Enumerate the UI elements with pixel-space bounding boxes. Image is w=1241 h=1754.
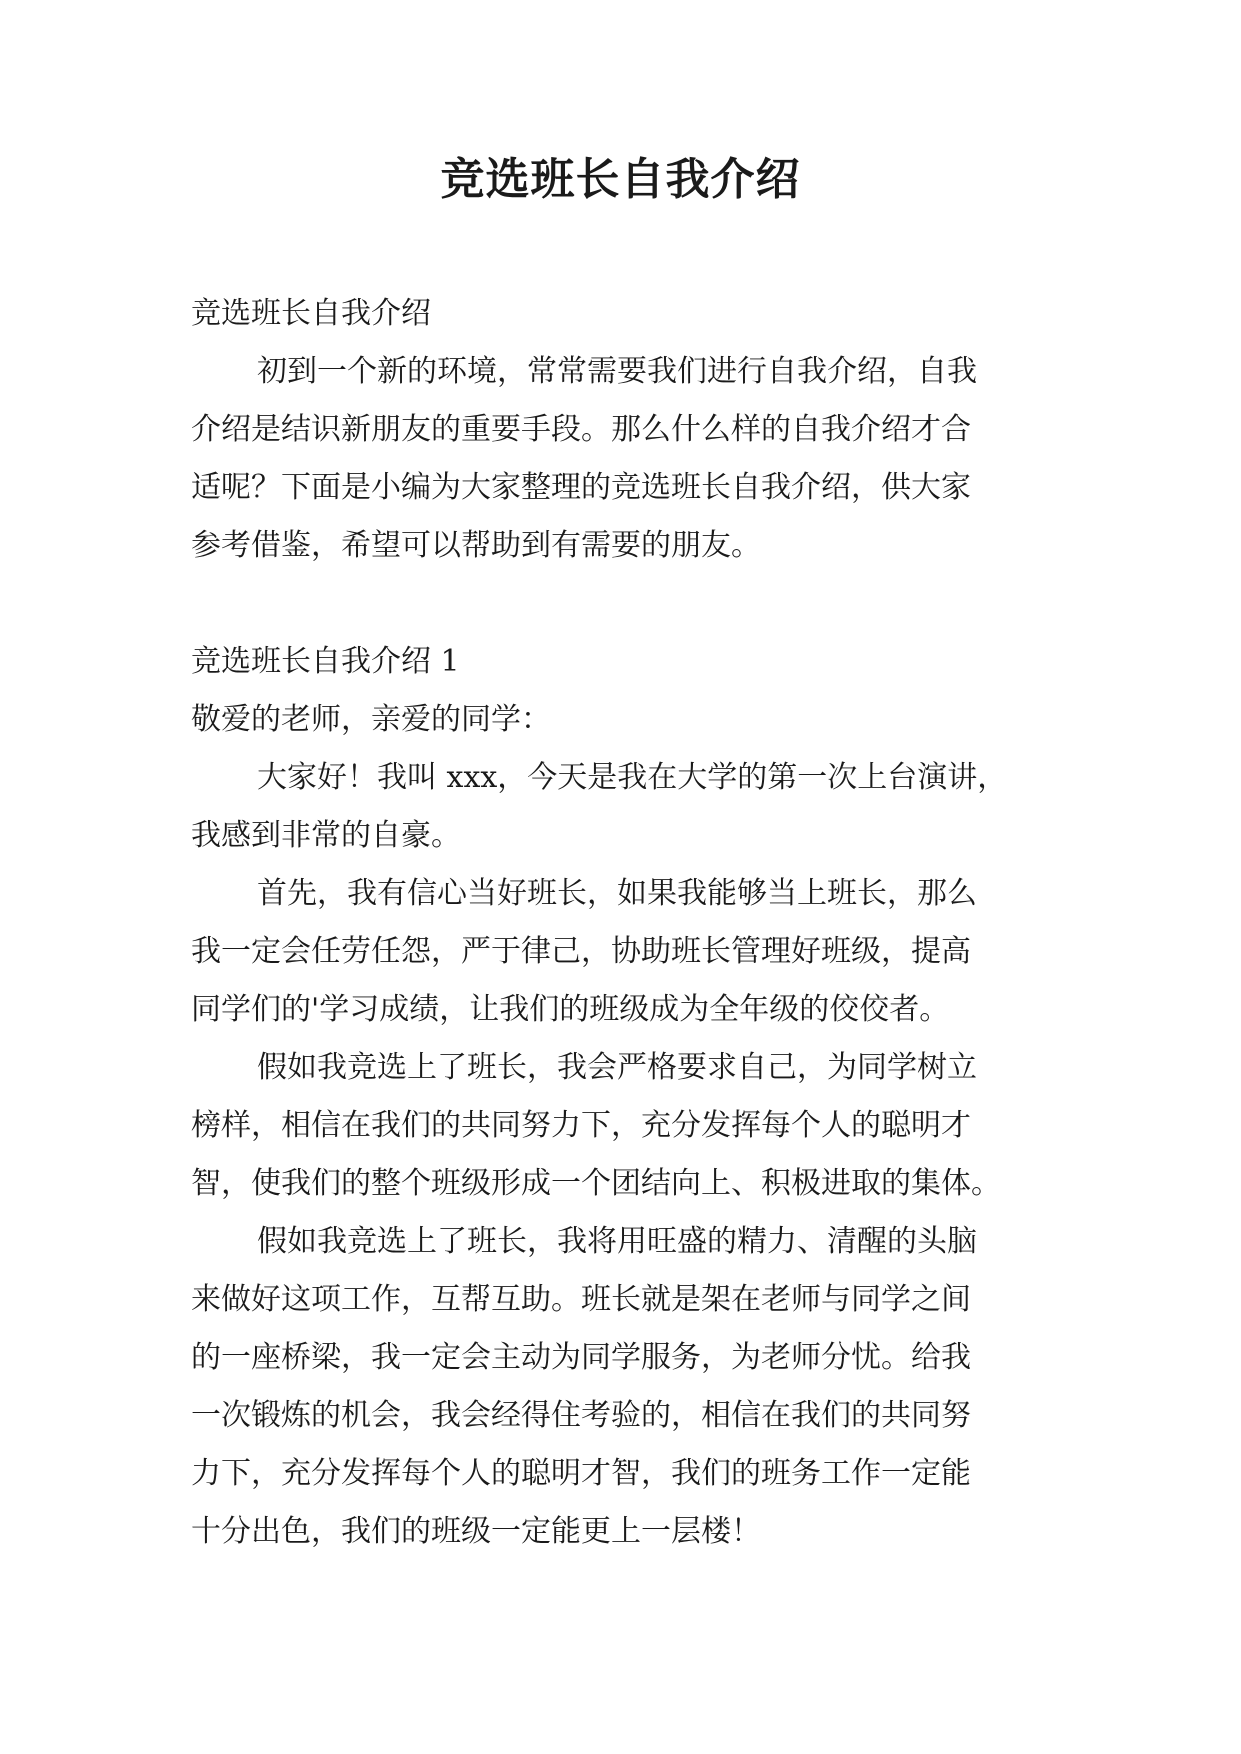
document-body	[191, 285, 1053, 1561]
document-title: 竞选班长自我介绍	[440, 154, 801, 205]
paragraph-line: 我感到非常的自豪。	[191, 818, 461, 853]
paragraph-line: 智，使我们的整个班级形成一个团结向上、积极进取的集体。	[191, 1166, 1001, 1201]
paragraph-line: 大家好！我叫 xxx，今天是我在大学的第一次上台演讲，	[257, 760, 1008, 795]
intro-line: 适呢？下面是小编为大家整理的竞选班长自我介绍，供大家	[191, 470, 971, 505]
paragraph-line: 我一定会任劳任怨，严于律己，协助班长管理好班级，提高	[191, 934, 971, 969]
paragraph-line: 一次锻炼的机会，我会经得住考验的，相信在我们的共同努	[191, 1398, 971, 1433]
paragraph-line: 榜样，相信在我们的共同努力下，充分发挥每个人的聪明才	[191, 1108, 971, 1143]
intro-line: 参考借鉴，希望可以帮助到有需要的朋友。	[191, 528, 761, 563]
intro-heading: 竞选班长自我介绍	[191, 296, 431, 331]
section-heading: 竞选班长自我介绍 1	[191, 644, 460, 679]
paragraph-line: 的一座桥梁，我一定会主动为同学服务，为老师分忧。给我	[191, 1340, 971, 1375]
paragraph-line: 假如我竞选上了班长，我将用旺盛的精力、清醒的头脑	[257, 1224, 977, 1259]
paragraph-line: 首先，我有信心当好班长，如果我能够当上班长，那么	[257, 876, 977, 911]
paragraph-line: 假如我竞选上了班长，我会严格要求自己，为同学树立	[257, 1050, 977, 1085]
salutation: 敬爱的老师，亲爱的同学：	[191, 702, 551, 737]
paragraph-line: 来做好这项工作，互帮互助。班长就是架在老师与同学之间	[191, 1282, 971, 1317]
paragraph-line: 同学们的'学习成绩，让我们的班级成为全年级的佼佼者。	[191, 992, 950, 1027]
intro-line: 初到一个新的环境，常常需要我们进行自我介绍，自我	[257, 354, 977, 389]
paragraph-line: 十分出色，我们的班级一定能更上一层楼！	[191, 1514, 761, 1549]
paragraph-line: 力下，充分发挥每个人的聪明才智，我们的班务工作一定能	[191, 1456, 971, 1491]
blank-line	[191, 575, 1053, 633]
intro-line: 介绍是结识新朋友的重要手段。那么什么样的自我介绍才合	[191, 412, 971, 447]
